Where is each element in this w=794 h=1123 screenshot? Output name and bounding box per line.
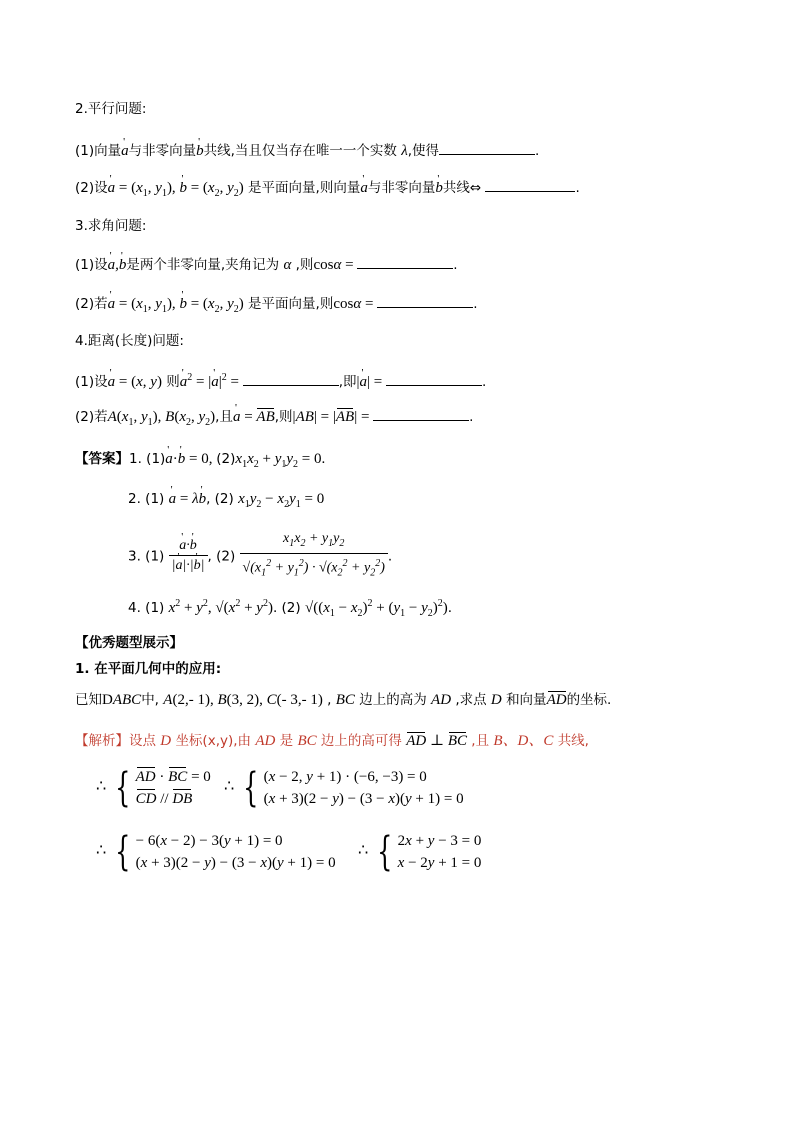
answer-line-4: 4. (1) $x^2 + y^2$, $√(x^2 + y^2)$. (2) $√((x_1 - x_2)^2 + (y_1 - y_2)^2)$. <box>128 598 453 619</box>
solution-label: 【解析】 <box>75 733 129 749</box>
answer-blank[interactable] <box>357 254 453 269</box>
showcase-title: 【优秀题型展示】 <box>75 635 183 651</box>
system-2: ∴ { (x − 2, y + 1) · (−6, −3) = 0 (x + 3)(2 − y) − (3 − x)(y + 1) = 0 <box>224 764 464 811</box>
answer-blank[interactable] <box>377 293 473 308</box>
fraction-cos-coordinates: $\frac{x_1x_2 + y_1y_2}{√(x_1^2 + y_1^2) \cdot √(x_2^2 + y_2^2)}$ <box>240 530 388 583</box>
answer-blank[interactable] <box>485 177 575 192</box>
system-4: ∴ { 2x + y − 3 = 0 x − 2y + 1 = 0 <box>358 828 482 875</box>
answer-line-2: 2. (1) ' a = λ' b, (2) $x_1y_2 - x_2y_1 = 0$ <box>128 489 324 515</box>
section-2-title: 2.平行问题: <box>75 101 147 117</box>
answer-blank[interactable] <box>243 371 339 386</box>
answer-blank[interactable] <box>386 371 482 386</box>
fraction-cos-vector: ' $\frac{a\cdot' b}{|' a|\cdot|' b|}$ <box>169 537 208 576</box>
section-4-line-1: (1)设' a = (x, y) 则' $a^2$ = |' $a|^2$ = ,即|' a| = . <box>75 368 486 392</box>
system-3: ∴ { − 6(x − 2) − 3(y + 1) = 0 (x + 3)(2 − y) − (3 − x)(y + 1) = 0 <box>96 828 336 875</box>
solution-line: 【解析】设点 D 坐标(x,y),由 AD 是 BC 边上的高可得 AD ⊥ BC ,且 B、D、C 共线, <box>75 733 589 749</box>
question-1-text: 已知DABC中, A(2,- 1), B(3, 2), C(- 3,- 1) , BC 边上的高为 AD ,求点 D 和向量AD的坐标. <box>75 692 612 708</box>
answer-line-1: 【答案】1. (1)' a·' b = 0, $(2)x_1x_2 + y_1y_2 = 0$. <box>75 449 325 475</box>
section-4-line-2: (2)若$A(x_1$, $y_1$), $B(x_2$, $y_2$),且' a = AB,则|AB| = |AB| = . <box>75 406 473 433</box>
section-3-title: 3.求角问题: <box>75 218 147 234</box>
system-1: ∴ { AD · BC = 0 CD // DB <box>96 764 211 811</box>
section-4-title: 4.距离(长度)问题: <box>75 333 184 349</box>
section-3-line-2: (2)若' $a = (x_1$, $y_1$), ' $b = (x_2$, $y_2$) 是平面向量,则cosα = . <box>75 293 477 320</box>
section-3-line-1: (1)设' a,' b是两个非零向量,夹角记为 α ,则cosα = . <box>75 254 458 275</box>
question-1-title: 1. 在平面几何中的应用: <box>75 661 222 677</box>
answer-blank[interactable] <box>373 406 469 421</box>
answer-label: 【答案】 <box>75 451 129 467</box>
answer-blank[interactable] <box>439 140 535 155</box>
section-2-line-1: (1)向量' a与非零向量' b共线,当且仅当存在唯一一个实数 λ,使得 . <box>75 140 539 161</box>
answer-line-3: 3. (1) ' $\frac{a\cdot' b}{|' a|\cdot|' b|}$ , (2) $\frac{x_1x_2 + y_1y_2}{√(x_1^2 + y_1^2) \cdot √(x_2^2 + y_2^2)}$ . <box>128 530 392 583</box>
section-2-line-2: (2)设' $a = (x_1$, $y_1$), ' $b = (x_2$, $y_2$) 是平面向量,则向量' a与非零向量' b共线⇔ . <box>75 177 580 204</box>
